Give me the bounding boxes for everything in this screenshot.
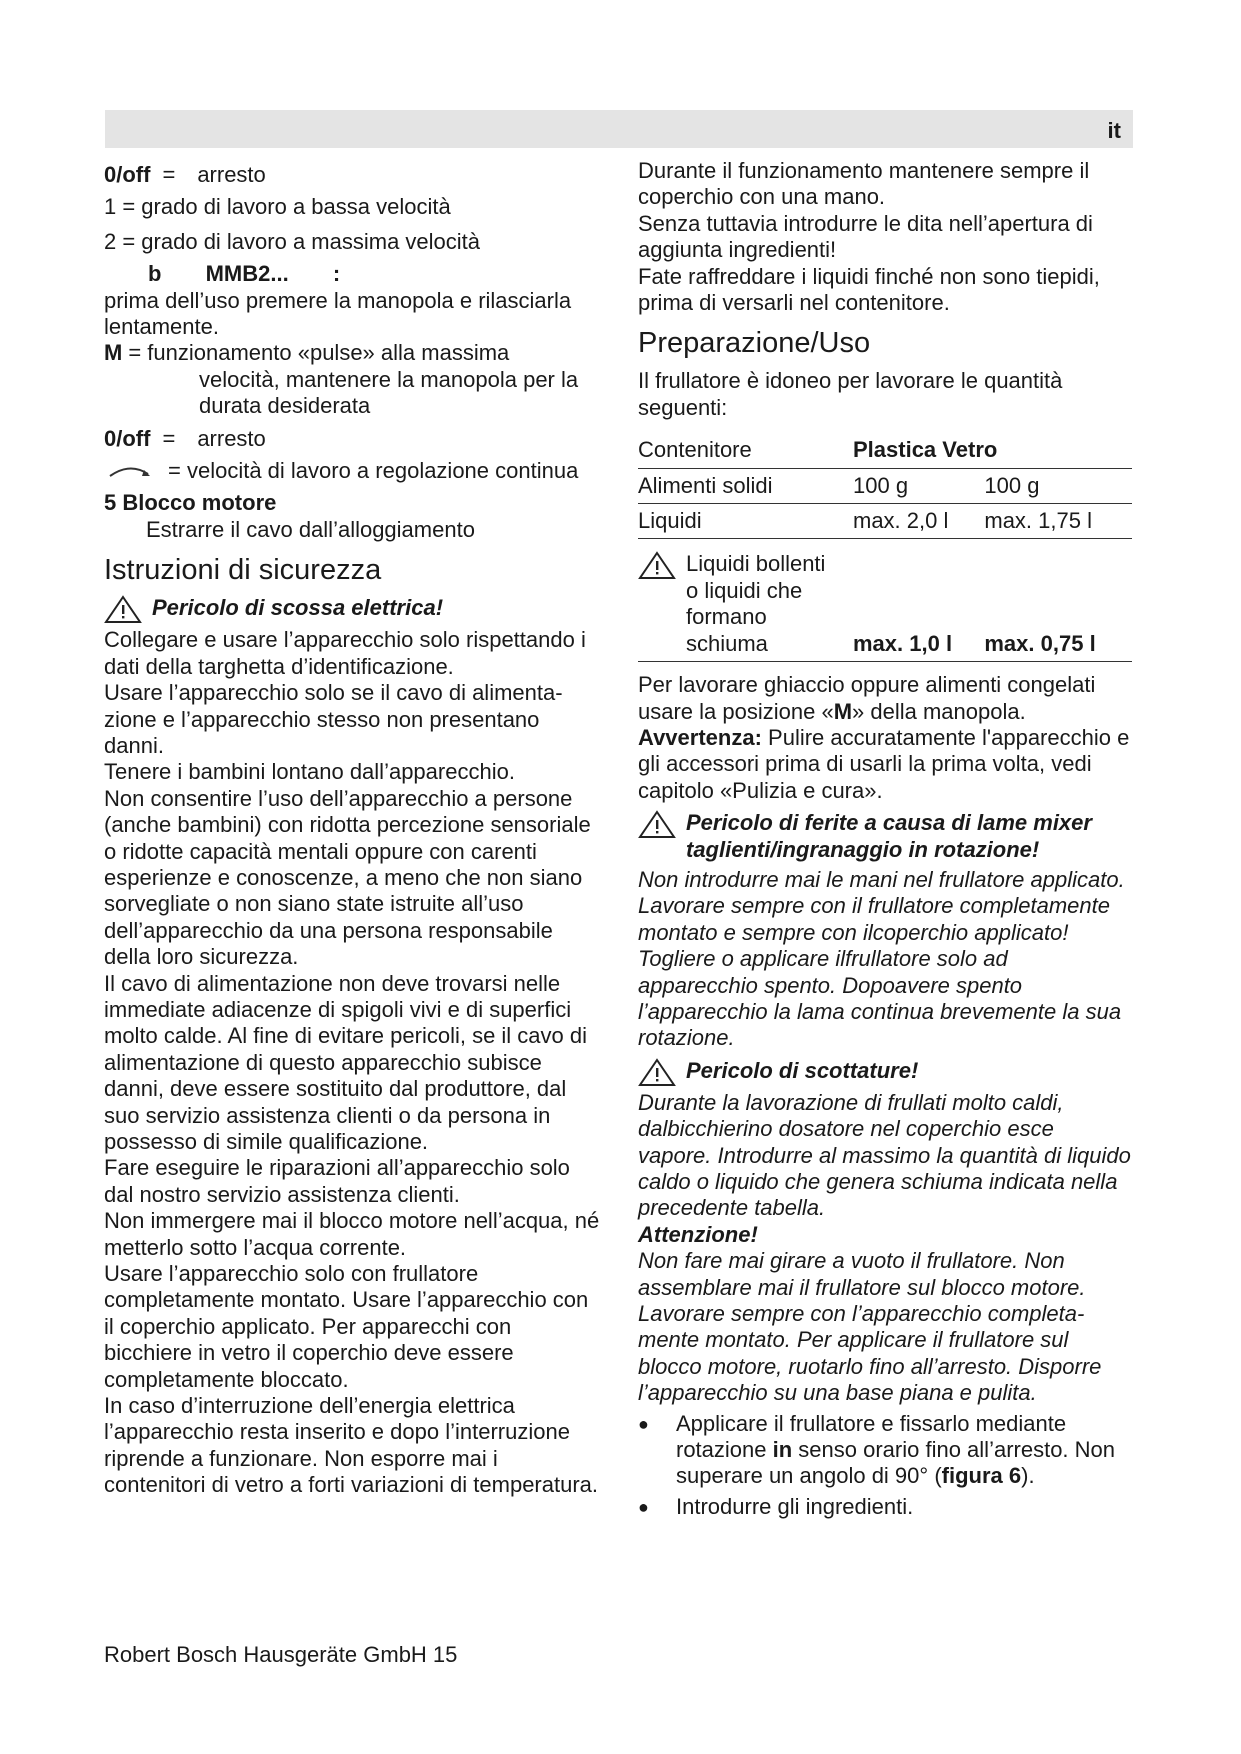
safety-p1: Collegare e usare l’apparecchio solo rispettando i dati della targhetta d’identificazione. (104, 627, 586, 679)
cell: Alimenti solidi (638, 468, 853, 503)
bullet-1-b: senso orario fino all’arresto. Non superare un angolo di 90° ( (676, 1437, 1116, 1489)
safety-p2: Usare l’apparecchio solo se il cavo di alimenta-zione e l’apparecchio stesso non presentano danni. (104, 680, 563, 758)
right-column (638, 158, 1133, 1524)
off-setting-2: 0/off = arresto (104, 425, 266, 451)
cell: max. 1,75 l (984, 504, 1132, 539)
safety-p8: Usare l’apparecchio solo con frullatore completamente montato. Usare l’apparecchio con il coperchio applicato. Per apparecchi con bicchiere in vetro il coperchio deve essere completamente bloccato. (104, 1261, 589, 1392)
blade-text: Non introdurre mai le mani nel frullatore applicato. Lavorare sempre con il frullatore completamente montato e sempre con ilcoperchio applicato! Togliere o applicare ilfrullatore solo ad apparecchio spento. Dopoavere spento l’apparecchio la lama continua brevemente la sua rotazione. (638, 866, 1125, 1051)
header-plastic: Plastica (853, 437, 937, 463)
left-column (104, 158, 604, 1499)
m-key: M (104, 340, 123, 366)
bullet-2: Introdurre gli ingredienti. (676, 1493, 914, 1519)
mmb-colon: : (332, 261, 341, 287)
ice-text-b: » della manopola. (852, 698, 1026, 724)
ice-text (638, 672, 1133, 725)
blade-warning-text: Pericolo di ferite a causa di lame mixer taglienti/ingranaggio in rotazione! (686, 810, 1092, 862)
speed-2: 2 = grado di lavoro a massima velocità (104, 228, 481, 254)
attention-label: Attenzione! (638, 1221, 758, 1247)
warning-icon (638, 810, 676, 838)
safety-p5: Il cavo di alimentazione non deve trovarsi nelle immediate adiacenze di spigoli vivi e di superfici molto calde. Al fine di evitare pericoli, se il cavo di alimentazione di questo apparecchio subisce danni, deve essere sostituito dal produttore, dal suo servizio assistenza clienti o da persona in possesso di simile qualificazione. (104, 970, 588, 1154)
variable-speed-icon (104, 458, 164, 484)
blocco-text: Estrarre il cavo dall’alloggiamento (146, 516, 475, 542)
scald-warning (638, 1058, 1133, 1086)
warning-icon (638, 551, 676, 579)
safety-p3: Tenere i bambini lontano dall’apparecchio. (104, 759, 515, 785)
cool-text: Fate raffreddare i liquidi finché non sono tiepidi, prima di versarli nel contenitore. (638, 263, 1100, 316)
cell: max. 2,0 l (853, 504, 984, 539)
cell: max. 1,0 l (853, 539, 984, 662)
cell: max. 0,75 l (984, 539, 1132, 662)
table-row (638, 539, 1132, 662)
bullet-1-in: in (772, 1437, 793, 1463)
cell: 100 g (853, 468, 984, 503)
mmb-prefix: b (148, 261, 162, 287)
mmb-model-line (104, 261, 604, 287)
cell: Liquidi (638, 504, 853, 539)
m-text-2: velocità, mantenere la manopola per la durata desiderata (199, 366, 579, 419)
ice-m: M (833, 698, 853, 724)
m-setting (104, 340, 604, 366)
attention-text: Non fare mai girare a vuoto il frullatore. Non assemblare mai il frullatore sul blocco motore. Lavorare sempre con l’apparecchio completa-mente montato. Per applicare il frullatore sul blocco motore, ruotarlo fino all’arresto. Disporre l’apparecchio su una base piana e pulita. (638, 1248, 1102, 1406)
note-text: Pulire accuratamente l'apparecchio e gli accessori prima di usarli la prima volta, vedi capitolo «Pulizia e cura». (638, 724, 1130, 803)
safety-p6: Fare eseguire le riparazioni all’apparecchio solo dal nostro servizio assistenza clienti. (104, 1155, 570, 1207)
mmb-model: MMB2... (205, 261, 289, 287)
fingers-text: Senza tuttavia introdurre le dita nell’apertura di aggiunta ingredienti! (638, 210, 1093, 263)
off-value-2: arresto (197, 425, 266, 451)
bullet-1-c: ). (1021, 1463, 1035, 1489)
scald-warning-text: Pericolo di scottature! (686, 1057, 919, 1083)
bullet-1-a: Applicare il frullatore e fissarlo mediante rotazione (676, 1410, 1067, 1463)
header-materials (853, 433, 1132, 468)
m-text-1: = funzionamento «pulse» alla massima (128, 340, 510, 366)
footer: Robert Bosch Hausgeräte GmbH 15 (104, 1642, 458, 1667)
off-key: 0/off (104, 162, 151, 187)
cell (638, 539, 853, 662)
speed-1: 1 = grado di lavoro a bassa velocità (104, 194, 451, 220)
variable-speed-text: = velocità di lavoro a regolazione continua (168, 458, 579, 484)
off-setting-1: 0/off = arresto (104, 162, 266, 187)
off-value: arresto (197, 162, 266, 187)
safety-title: Istruzioni di sicurezza (104, 554, 382, 587)
mmb-text: prima dell’uso premere la manopola e rilasciarla lentamente. (104, 287, 572, 340)
header-bar (105, 110, 1133, 148)
language-code: it (1107, 118, 1121, 143)
hot-liquids-label: Liquidi bollenti o liquidi che formano schiuma (686, 551, 826, 656)
bullet-1-fig: figura 6 (941, 1463, 1022, 1489)
shock-warning (104, 595, 604, 623)
ice-text-a: Per lavorare ghiaccio oppure alimenti congelati usare la posizione « (638, 672, 1096, 724)
warning-icon (638, 1058, 676, 1086)
cell: 100 g (984, 468, 1132, 503)
note (638, 725, 1133, 804)
safety-p4: Non consentire l’uso dell’apparecchio a persone (anche bambini) con ridotta percezione sensoriale o ridotte capacità mentali oppure con carenti esperienze e conoscenze, a meno che non siano sorvegliate o non siano state istruite all’uso dell’apparecchio da una persona responsabile della loro sicurezza. (104, 785, 591, 970)
variable-speed (104, 458, 604, 484)
warning-icon (104, 595, 142, 623)
lid-text: Durante il funzionamento mantenere sempre il coperchio con una mano. (638, 158, 1090, 210)
scald-text: Durante la lavorazione di frullati molto caldi, dalbicchierino dosatore nel coperchio esce vapore. Introdurre al massimo la quantità di liquido caldo o liquido che genera schiuma indicata nella precedente tabella. (638, 1089, 1131, 1221)
bullet-1 (676, 1411, 1133, 1490)
list-item: ● Introdurre gli ingredienti. (638, 1493, 914, 1519)
quantity-table (638, 433, 1132, 662)
safety-p7: Non immergere mai il blocco motore nell’acqua, né metterlo sotto l’acqua corrente. (104, 1208, 600, 1260)
off-key-2: 0/off (104, 425, 151, 451)
list-item: ● Applicare il frullatore e fissarlo mediante rotazione in senso orario fino all’arresto. Non superare un angolo di 90° (figura 6). (638, 1411, 1133, 1490)
note-label: Avvertenza: (638, 724, 762, 750)
prep-intro: Il frullatore è idoneo per lavorare le quantità seguenti: (638, 368, 1063, 420)
table-row (638, 504, 1132, 539)
prep-title: Preparazione/Uso (638, 327, 871, 360)
table-row (638, 468, 1132, 503)
blade-warning (638, 810, 1133, 863)
safety-p9: In caso d’interruzione dell’energia elettrica l’apparecchio resta inserito e dopo l’interruzione riprende a funzionare. Non esporre mai i contenitori di vetro a forti variazioni di temperatura. (104, 1393, 599, 1498)
blocco-title: 5 Blocco motore (104, 490, 277, 516)
table-header (638, 433, 1132, 468)
shock-warning-text: Pericolo di scossa elettrica! (152, 595, 444, 621)
header-glass: Vetro (942, 437, 998, 463)
header-container: Contenitore (638, 433, 853, 468)
